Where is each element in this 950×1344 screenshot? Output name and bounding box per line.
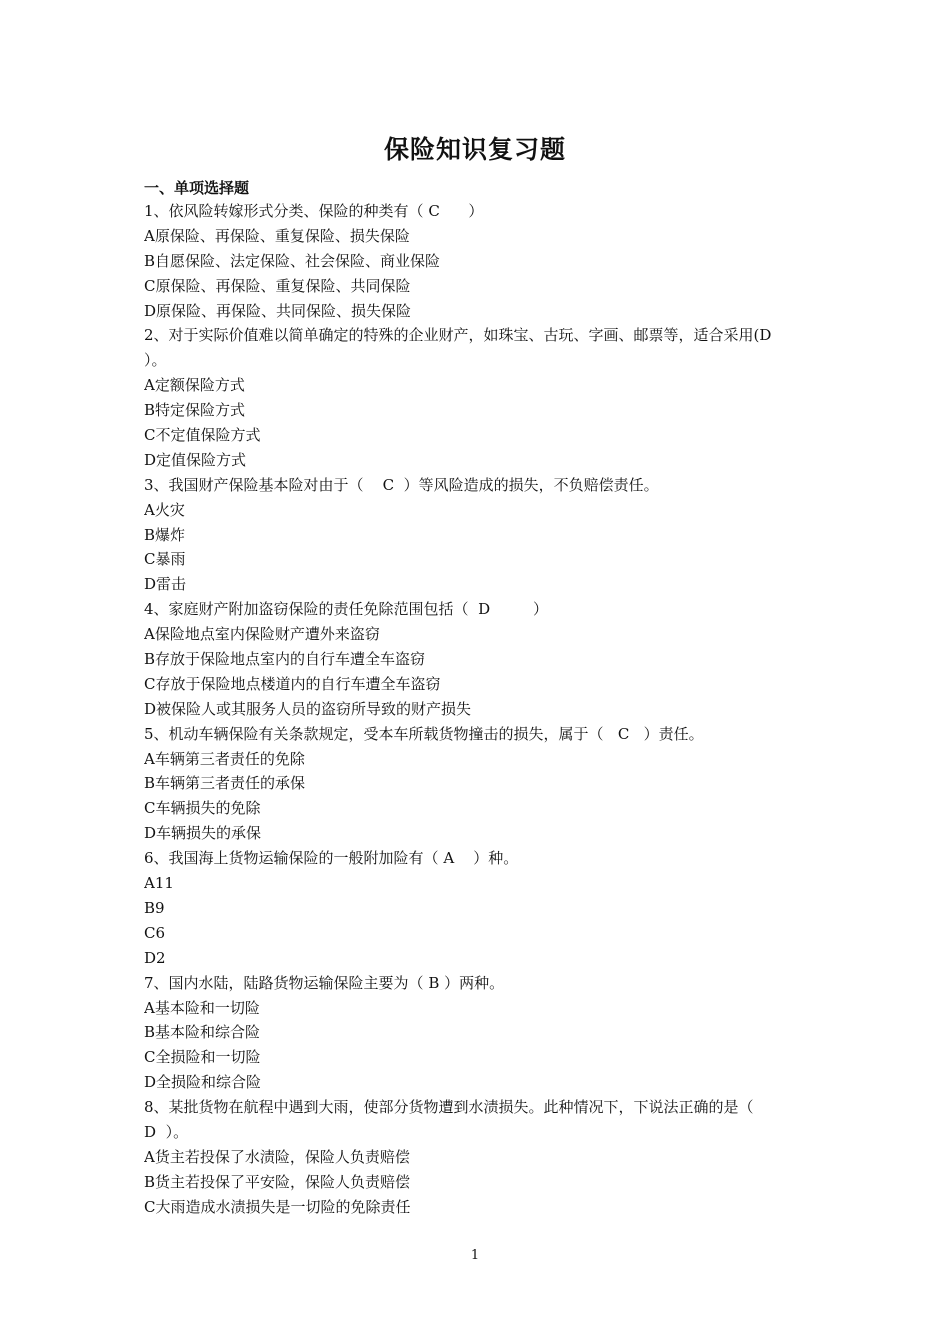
text-line: A车辆第三者责任的免除 — [144, 749, 305, 768]
text-line: B货主若投保了平安险，保险人负责赔偿 — [144, 1172, 411, 1191]
text-line: D全损险和综合险 — [144, 1073, 262, 1092]
text-line: C存放于保险地点楼道内的自行车遭全车盗窃 — [144, 674, 441, 693]
page-number: 1 — [470, 1248, 480, 1263]
text-line: A定额保险方式 — [144, 376, 245, 395]
text-line: B存放于保险地点室内的自行车遭全车盗窃 — [144, 650, 426, 669]
text-line: A火灾 — [144, 500, 185, 519]
text-line: D ）。 — [144, 1122, 189, 1141]
text-line: B特定保险方式 — [144, 401, 246, 420]
text-line: D2 — [144, 948, 166, 967]
text-line: 7、国内水陆，陆路货物运输保险主要为（ B ）两种。 — [144, 973, 505, 992]
text-line: 6、我国海上货物运输保险的一般附加险有（ A ）种。 — [144, 849, 519, 868]
text-line: B自愿保险、法定保险、社会保险、商业保险 — [144, 251, 441, 270]
text-line: C车辆损失的免除 — [144, 799, 261, 818]
text-line: B车辆第三者责任的承保 — [144, 774, 306, 793]
text-line: A保险地点室内保险财产遭外来盗窃 — [144, 625, 380, 644]
text-line: B爆炸 — [144, 525, 186, 544]
text-line: C不定值保险方式 — [144, 426, 261, 445]
text-line: D雷击 — [144, 575, 187, 594]
text-line: A11 — [144, 874, 174, 893]
text-line: C6 — [144, 923, 166, 942]
text-line: D车辆损失的承保 — [144, 824, 262, 843]
text-line: ）。 — [144, 351, 167, 370]
text-line: 3、我国财产保险基本险对由于（ C ）等风险造成的损失，不负赔偿责任。 — [144, 475, 659, 494]
text-line: A货主若投保了水渍险，保险人负责赔偿 — [144, 1147, 410, 1166]
text-line: 2、对于实际价值难以简单确定的特殊的企业财产，如珠宝、古玩、字画、邮票等，适合采用(D — [144, 326, 772, 345]
text-line: 8、某批货物在航程中遇到大雨，使部分货物遭到水渍损失。此种情况下，下说法正确的是（ — [144, 1098, 754, 1117]
text-line: B9 — [144, 898, 165, 917]
text-line: D原保险、再保险、共同保险、损失保险 — [144, 301, 412, 320]
text-line: C全损险和一切险 — [144, 1048, 261, 1067]
question-list — [144, 199, 820, 1220]
text-line: D被保险人或其服务人员的盗窃所导致的财产损失 — [144, 699, 472, 718]
document-title: 保险知识复习题 — [383, 135, 566, 164]
text-line: 5、机动车辆保险有关条款规定，受本车所载货物撞击的损失，属于（ C ）责任。 — [144, 724, 704, 743]
text-line: 4、家庭财产附加盗窃保险的责任免除范围包括（ D ） — [144, 600, 549, 619]
text-line: C暴雨 — [144, 550, 186, 569]
text-line: A原保险、再保险、重复保险、损失保险 — [144, 226, 410, 245]
text-line: A基本险和一切险 — [144, 998, 260, 1017]
text-line: B基本险和综合险 — [144, 1023, 261, 1042]
text-line: C大雨造成水渍损失是一切险的免除责任 — [144, 1197, 411, 1216]
text-line: C原保险、再保险、重复保险、共同保险 — [144, 276, 411, 295]
section-heading: 一、单项选择题 — [144, 179, 250, 197]
text-line: 1、依风险转嫁形式分类、保险的种类有（ C ） — [144, 202, 484, 220]
text-line: D定值保险方式 — [144, 450, 247, 469]
